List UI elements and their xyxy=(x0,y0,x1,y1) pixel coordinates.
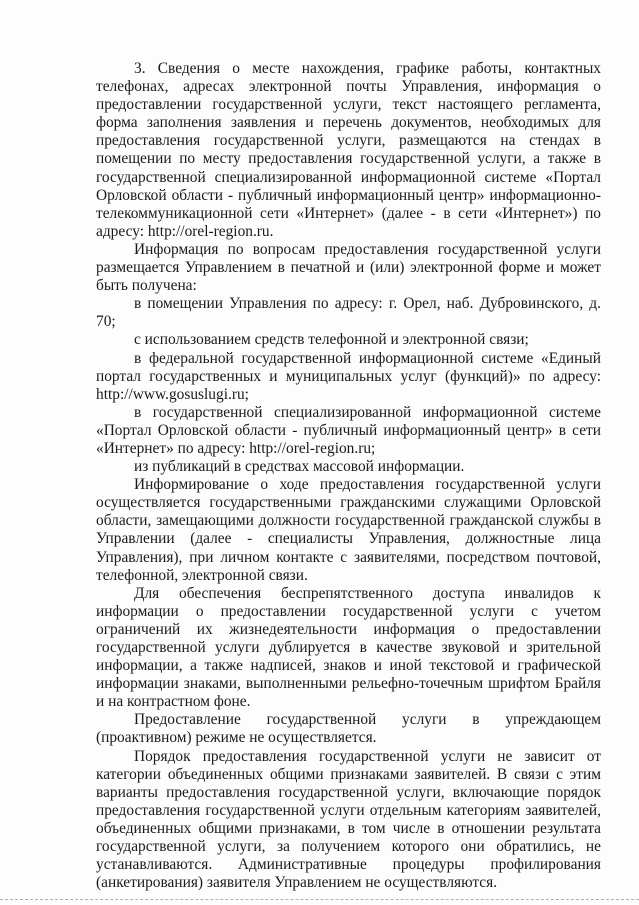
page-bottom-edge xyxy=(0,899,639,900)
document-body xyxy=(96,60,601,892)
paragraph-disabled-access: Для обеспечения беспрепятственного доступа инвалидов к информации о предоставлении государственной услуги с учетом ограничений их жизнедеятельности информация о предоставлении государственной услуги дублируется в качестве звуковой и зрительной информации, а также надписей, знаков и иной текстовой и графической информации знаками, выполненными рельефно-точечным шрифтом Брайля и на контрастном фоне. xyxy=(96,584,601,711)
paragraph-proactive-mode: Предоставление государственной услуги в упреждающем (проактивном) режиме не осуществляется. xyxy=(96,711,601,747)
paragraph-info-placement: Информация по вопросам предоставления государственной услуги размещается Управлением в печатной и (или) электронной форме и может быть получена: xyxy=(96,240,601,295)
paragraph-federal-portal: в федеральной государственной информационной системе «Единый портал государственных и муниципальных услуг (функций)» по адресу: http://www.gosuslugi.ru; xyxy=(96,349,601,403)
paragraph-informing-progress: Информирование о ходе предоставления государственной услуги осуществляется государственными гражданскими служащими Орловской области, замещающими должности государственной гражданской службы в Управлении (далее - специалисты Управления, должностные лица Управления), при личном контакте с заявителями, посредством почтовой, телефонной, электронной связи. xyxy=(96,476,601,584)
paragraph-mass-media: из публикаций в средствах массовой информации. xyxy=(134,458,465,476)
paragraph-contact-info: 3. Сведения о месте нахождения, графике работы, контактных телефонах, адресах электронной почты Управления, информация о предоставлении государственной услуги, текст настоящего регламента, форма заполнения заявления и перечень документов, необходимых для предоставления государственной услуги, размещаются на стендах в помещении по месту предоставления государственной услуги, а также в государственной специализированной информационной системе «Портал Орловской области - публичный информационный центр» информационно-телекоммуникационной сети «Интернет» (далее - в сети «Интернет») по адресу: http://orel-region.ru. xyxy=(96,60,601,240)
paragraph-applicant-categories: Порядок предоставления государственной услуги не зависит от категории объединенных общими признаками заявителей. В связи с этим варианты предоставления государственной услуги, включающие порядок предоставления государственной услуги отдельным категориям заявителей, объединенных общими признаками, в том числе в отношении результата государственной услуги, за получением которого они обратились, не устанавливаются. Административные процедуры профилирования (анкетирования) заявителя Управлением не осуществляются. xyxy=(96,747,601,892)
paragraph-phone-electronic: с использованием средств телефонной и электронной связи; xyxy=(134,331,529,349)
paragraph-office-address: в помещении Управления по адресу: г. Орел, наб. Дубровинского, д. 70; xyxy=(96,295,601,331)
paragraph-regional-portal: в государственной специализированной информационной системе «Портал Орловской области - публичный информационный центр» в сети «Интернет» по адресу: http://orel-region.ru; xyxy=(96,403,601,457)
